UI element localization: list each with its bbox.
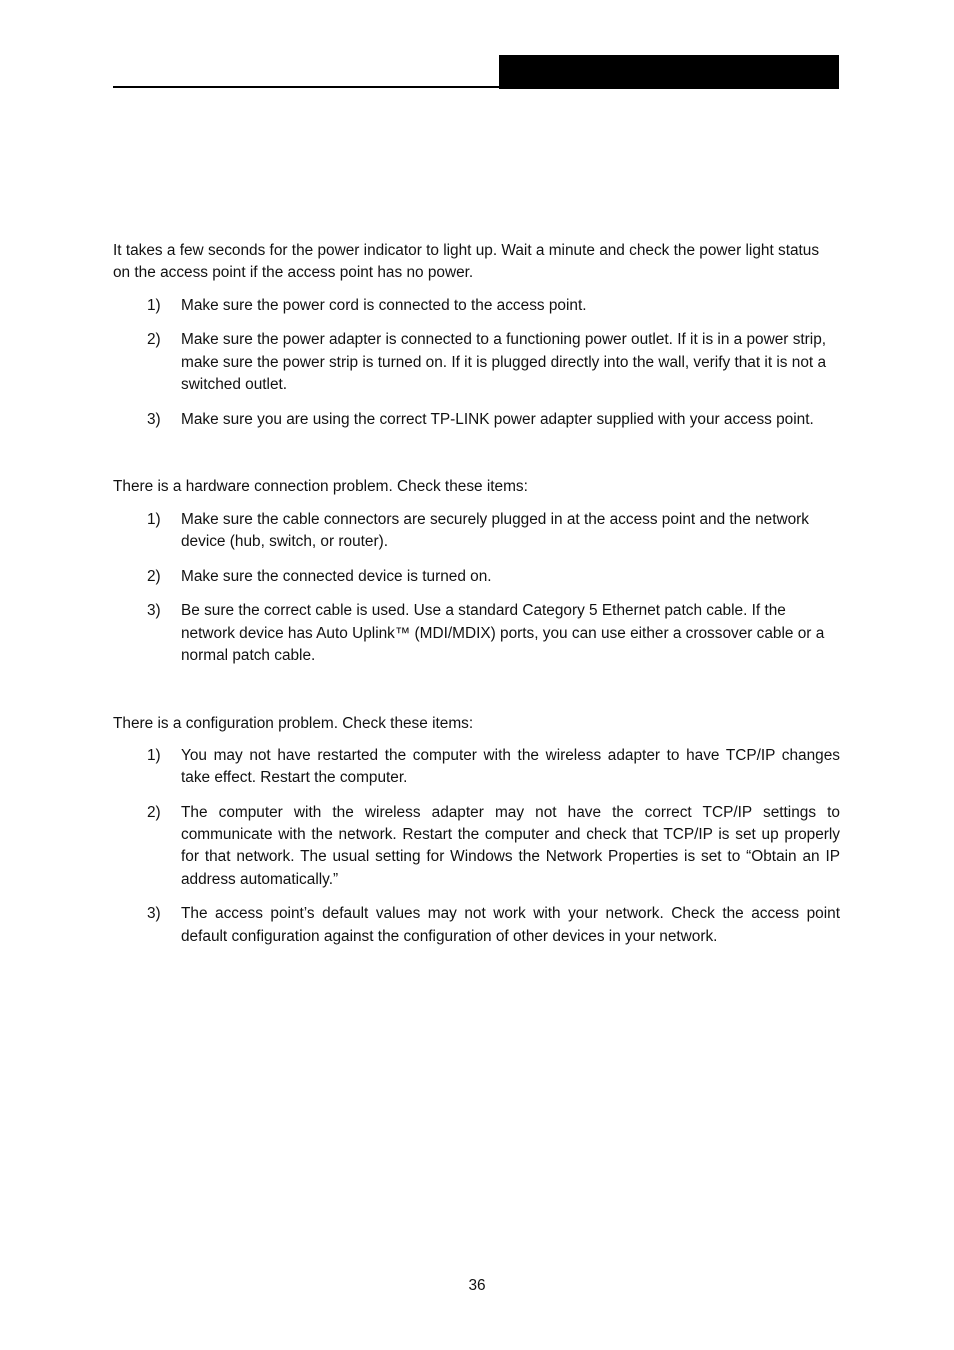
list-item [113,409,840,431]
item-number: 3) [147,905,161,923]
list-item [113,295,840,317]
item-number: 1) [147,746,161,764]
numbered-list [113,509,840,668]
numbered-list [113,745,840,948]
item-text: Make sure the power adapter is connected to a functioning power outlet. If it is in a power strip, make sure the power strip is turned on. If it is plugged directly into the wall, verify that it is not a switched outlet. [181,331,827,393]
item-number: 2) [147,803,161,821]
hardware-connection-section [113,476,840,667]
item-text: Make sure the cable connectors are securely plugged in at the access point and the network device (hub, switch, or router). [181,510,809,550]
item-number: 3) [147,602,161,620]
item-number: 1) [147,510,161,528]
item-text: You may not have restarted the computer with the wireless adapter to have TCP/IP changes take effect. Restart the computer. [181,746,840,787]
list-item [113,745,840,790]
item-text: Make sure you are using the correct TP-LINK power adapter supplied with your access point. [181,410,814,428]
item-text: The computer with the wireless adapter may not have the correct TCP/IP settings to communicate with the network. Restart the computer and check that TCP/IP is set up properly for that network. The usual setting for Windows the Network Properties is set to “Obtain an IP address automatically.” [181,803,840,888]
item-text: Be sure the correct cable is used. Use a standard Category 5 Ethernet patch cable. If the network device has Auto Uplink™ (MDI/MDIX) ports, you can use either a crossover cable or a normal patch cable. [181,602,825,664]
item-number: 3) [147,410,161,428]
item-number: 1) [147,296,161,314]
power-troubleshooting-section [113,240,840,431]
header-bar [499,55,839,89]
item-number: 2) [147,567,161,585]
header-rule [113,86,500,88]
section-spacer [113,680,840,713]
section-intro: It takes a few seconds for the power indicator to light up. Wait a minute and check the power light status on the access point if the access point has no power. [113,242,820,282]
list-item [113,509,840,554]
section-intro: There is a configuration problem. Check these items: [113,714,474,732]
list-item [113,566,840,588]
list-item [113,903,840,948]
list-item [113,802,840,891]
configuration-section [113,713,840,948]
numbered-list [113,295,840,431]
section-intro: There is a hardware connection problem. Check these items: [113,478,528,496]
item-text: The access point’s default values may not work with your network. Check the access point default configuration against the configuration of other devices in your network. [181,905,840,945]
list-item [113,600,840,667]
page-number: 36 [468,1277,486,1294]
item-text: Make sure the power cord is connected to the access point. [181,296,587,314]
section-spacer [113,443,840,476]
item-number: 2) [147,331,161,349]
list-item [113,329,840,396]
item-text: Make sure the connected device is turned on. [181,567,492,585]
document-body [113,240,840,960]
